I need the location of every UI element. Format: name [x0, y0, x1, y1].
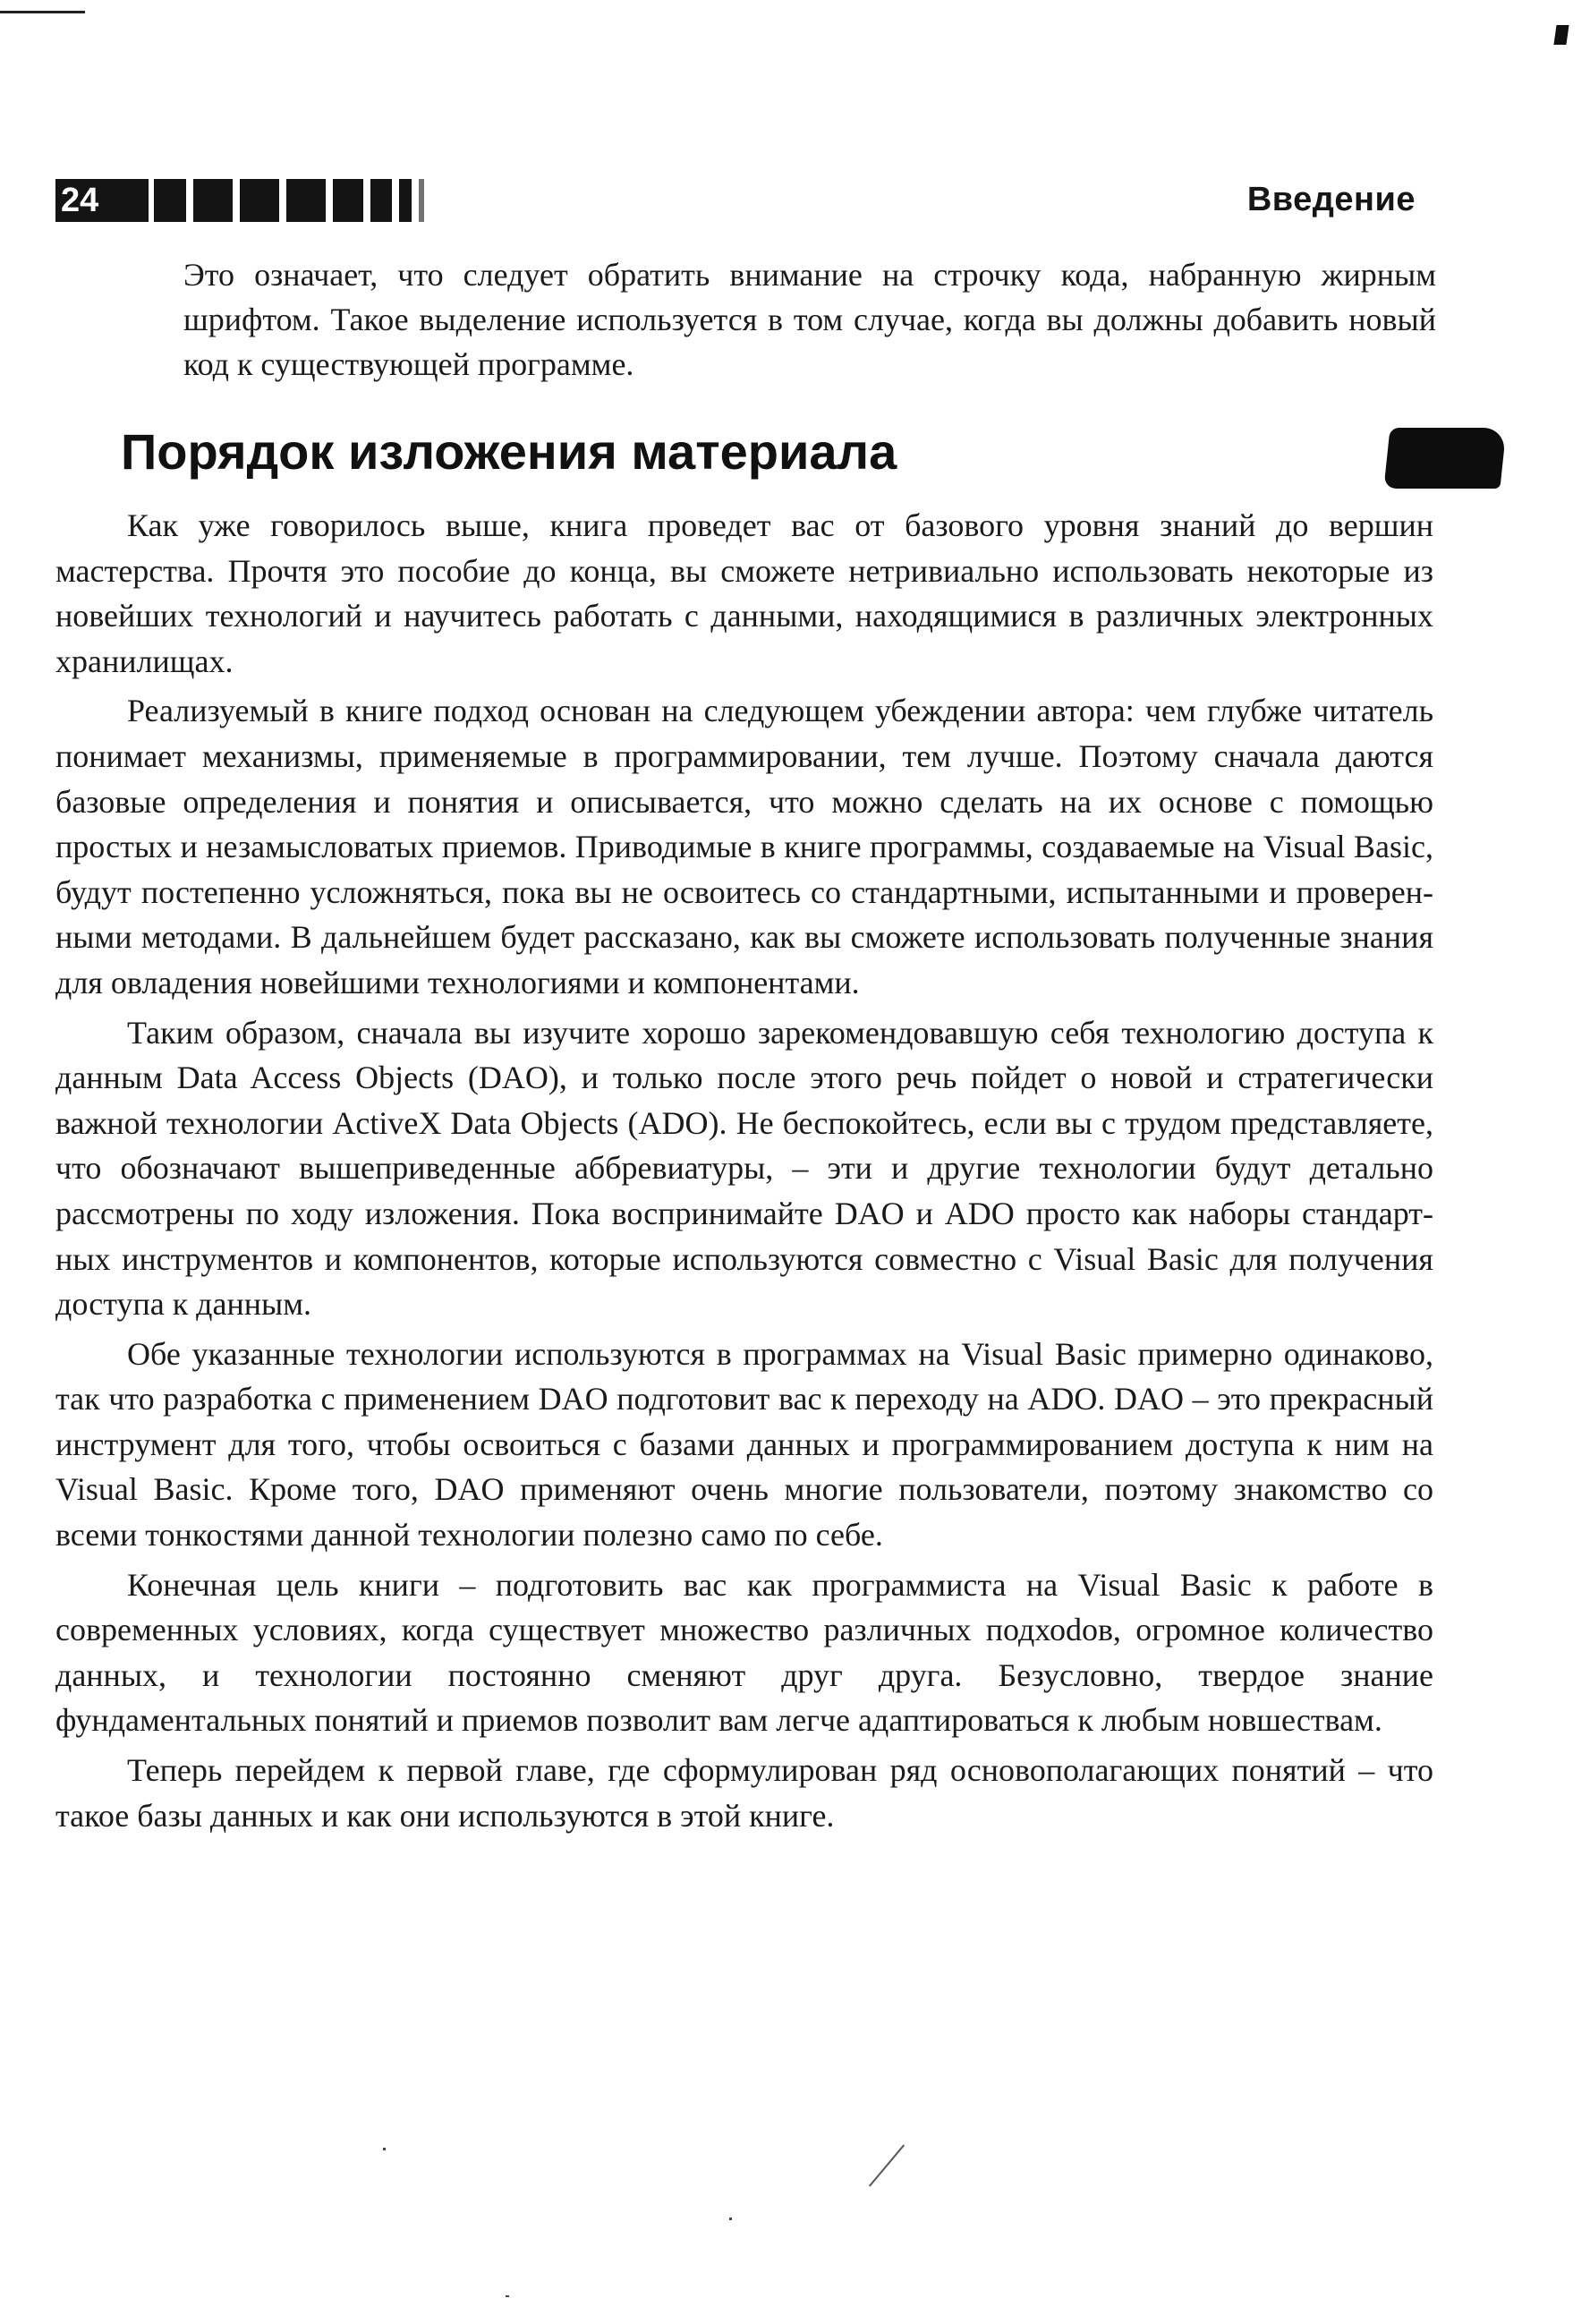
scan-blot-mark — [1383, 428, 1506, 489]
section-heading: Порядок изложения материала — [121, 423, 897, 480]
page-number: 24 — [55, 179, 149, 222]
scan-edge-line — [0, 11, 85, 13]
intro-paragraph: Это означает, что следует обратить внимание на строчку кода, набранную жирным шрифтом. Такое выделение используется в том случае, когда вы должны добавить новый код к существующей программе. — [183, 257, 1436, 382]
scan-speck — [383, 2148, 386, 2150]
page-header — [55, 177, 1416, 222]
body-paragraph: Обе указанные технологии используются в программах на Visual Basic примерно одинаково, так что разработка с применением DAO подготовит вас к переходу на ADO. DAO – это прекрасный инструмент для того, чтобы освоиться с базами данных и программированием доступа к ним на Visual Basic. Кроме того, DAO применяют очень многие пользователи, поэтому знакомство со всеми тонкостями данной технологии полезно само по себе. — [55, 1335, 1433, 1554]
header-block — [370, 179, 392, 222]
header-block — [286, 179, 326, 222]
header-block — [419, 179, 424, 222]
header-decoration-bar — [154, 179, 424, 222]
header-block — [399, 179, 412, 222]
body-paragraph: Теперь перейдем к первой главе, где сформулирован ряд основополагающих понятий – что такое базы данных и как они используются в этой книге. — [55, 1752, 1433, 1834]
body-paragraph: Реализуемый в книге подход основан на следующем убеждении автора: чем глубже читатель понимает механизмы, применяемые в программировании, тем лучше. Поэтому сначала даются базовые определения и понятия и описывается, что можно сделать на их основе с помощью простых и незамысловатых приемов. Приводимые в книге программы, создаваемые на Visual Basic, будут постепенно усложняться, пока вы не освоитесь со стандартными, испытанными и проверенными методами. В дальнейшем будет рассказано, как вы сможете использовать полученные знания для овладения новейшими технологиями и компонентами. — [55, 693, 1433, 1000]
scan-corner-mark — [1553, 25, 1569, 45]
header-block — [193, 179, 233, 222]
body-paragraph: Как уже говорилось выше, книга проведет вас от базового уровня знаний до вершин мастерства. Прочтя это пособие до конца, вы сможете нетривиально использовать некоторые из новейших технологий и научитесь работать с данными, находящимися в различных электронных хранилищах. — [55, 507, 1433, 679]
running-title: Введение — [1246, 181, 1416, 218]
header-block — [240, 179, 279, 222]
scan-stroke — [869, 2144, 905, 2186]
section-body — [55, 503, 1433, 1843]
scan-speck — [729, 2218, 732, 2220]
body-paragraph: Таким образом, сначала вы изучите хорошо зарекомендовавшую себя технологию доступа к данным Data Access Objects (DAO), и только после этого речь пойдет о новой и стратегически важной технологии ActiveX Data Objects (ADO). Не беспокойтесь, если вы с трудом представляете, что обозначают вышеприведенные аббревиатуры, – эти и другие технологии будут детально рассмотрены по ходу изложения. Пока воспринимайте DAO и ADO просто как наборы стандартных инструментов и компонентов, которые используются совместно с Visual Basic для получения доступа к данным. — [55, 1014, 1433, 1323]
body-paragraph: Конечная цель книги – подготовить вас как программиста на Visual Basic к работе в современных условиях, когда существует множество различных подхоdов, огромное количество данных, и технологии постоянно сменяют друг друга. Безусловно, твердое знание фундаментальных понятий и приемов позволит вам легче адаптироваться к любым новшествам. — [55, 1566, 1433, 1739]
header-block — [154, 179, 186, 222]
header-block — [333, 179, 363, 222]
scan-speck — [506, 2295, 509, 2297]
